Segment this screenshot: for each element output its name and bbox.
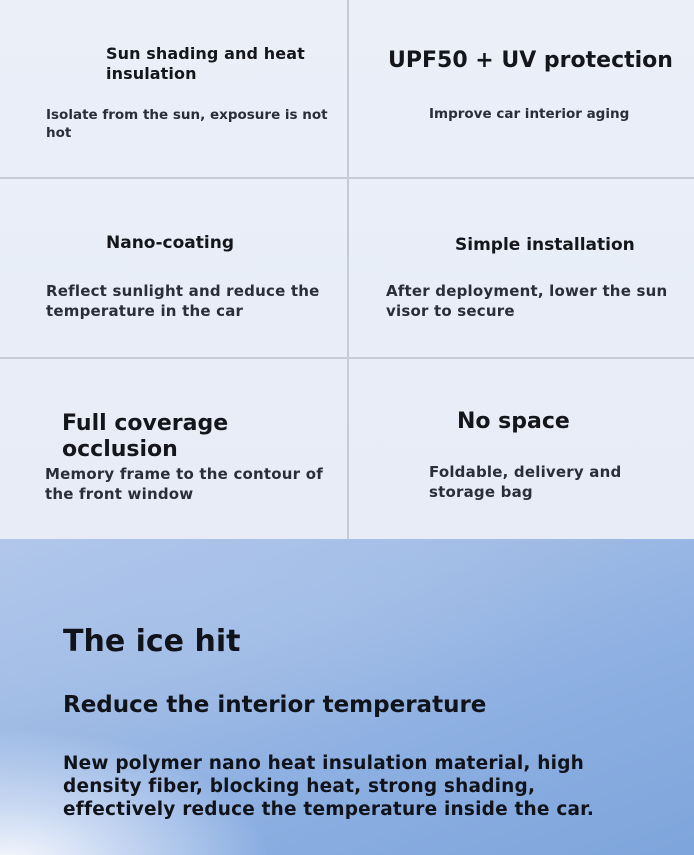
feature-title: UPF50 + UV protection	[388, 48, 673, 73]
feature-description: Memory frame to the contour of the front window	[45, 465, 323, 503]
feature-description: After deployment, lower the sun visor to secure	[386, 282, 668, 320]
grid-divider-horizontal-1	[0, 177, 694, 179]
feature-title: Simple installation	[455, 235, 635, 255]
hero-banner	[0, 539, 694, 855]
feature-title: Sun shading and heat insulation	[106, 44, 305, 83]
feature-description: Reflect sunlight and reduce the temperature in the car	[46, 282, 320, 320]
feature-title: Full coverage occlusion	[62, 411, 229, 462]
feature-description: Isolate from the sun, exposure is not hot	[46, 107, 328, 141]
hero-heading: The ice hit	[63, 624, 241, 659]
feature-title: No space	[457, 409, 570, 434]
feature-description: Improve car interior aging	[429, 106, 630, 122]
hero-body: New polymer nano heat insulation material, high density fiber, blocking heat, strong shading, effectively reduce the temperature inside the car.	[63, 753, 595, 820]
hero-subheading: Reduce the interior temperature	[63, 692, 487, 718]
grid-divider-vertical	[347, 0, 349, 539]
feature-description: Foldable, delivery and storage bag	[429, 463, 622, 501]
grid-divider-horizontal-2	[0, 357, 694, 359]
feature-title: Nano-coating	[106, 233, 234, 253]
